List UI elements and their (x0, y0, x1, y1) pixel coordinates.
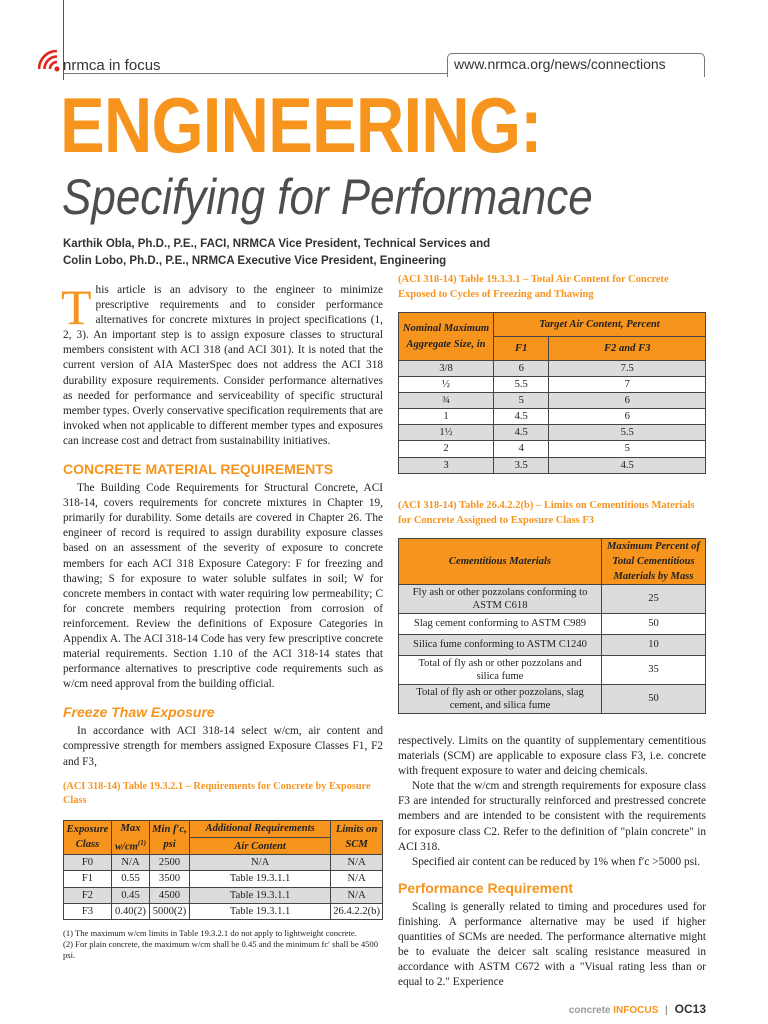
table2-header-f1: F1 (494, 337, 549, 361)
table-row: F1 0.55 3500 Table 19.3.1.1 N/A (64, 871, 383, 887)
page-subtitle: Specifying for Performance (62, 169, 593, 225)
website-url[interactable]: www.nrmca.org/news/connections (447, 53, 705, 77)
table-row (399, 377, 706, 393)
table-cell: 4.5 (494, 425, 549, 441)
wifi-icon (38, 50, 60, 72)
table-row (399, 361, 706, 377)
table-cell: ¾ (399, 393, 494, 409)
table-cell: 7.5 (549, 361, 706, 377)
footer-divider: | (665, 1005, 668, 1016)
table-cell: 50 (602, 684, 706, 713)
note-paragraph: Note that the w/cm and strength requirements for exposure class F3 are intended for structurally reinforced and prestressed concrete members and are intended to be consistent with the requirements for exposure class C2. Refer to the definition of "plain concrete" in ACI 318. (398, 780, 706, 853)
table1-caption: (ACI 318-14) Table 19.3.2.1 – Requirements for Concrete by Exposure Class (63, 780, 371, 806)
right-column (398, 272, 706, 990)
page-footer (569, 1002, 706, 1016)
table-cell: 3 (399, 457, 494, 473)
table-cell: 1½ (399, 425, 494, 441)
table2-caption: (ACI 318-14) Table 19.3.3.1 – Total Air Content for Concrete Exposed to Cycles of Freezing and Thawing (398, 274, 669, 300)
table3-header-materials: Cementitious Materials (399, 538, 602, 584)
table-cell: 2 (399, 441, 494, 457)
table1-header-strength: Min f′c, psi (150, 820, 190, 855)
table-row (399, 441, 706, 457)
table3-caption: (ACI 318-14) Table 26.4.2.2(b) – Limits on Cementitious Materials for Concrete Assigned to Exposure Class F3 (398, 499, 695, 526)
table-row: F2 0.45 4500 Table 19.3.1.1 N/A (64, 887, 383, 903)
footnote-2: (2) For plain concrete, the maximum w/cm shall be 0.45 and the minimum fc′ shall be 4500 psi. (63, 938, 379, 960)
table-cell: ½ (399, 377, 494, 393)
left-column (61, 279, 383, 961)
performance-paragraph: Scaling is generally related to timing and procedures used for finishing. A performance alternative may be used if higher quantities of SCMs are needed. The performance alternative might be to evaluate the deicer salt scaling resistance measured in accordance with ASTM C672 with a "Visual rating less than or equal to 2." Experience (398, 900, 706, 989)
table-cell: 6 (549, 393, 706, 409)
page-title: ENGINEERING: (60, 81, 542, 169)
table-cell: 35 (602, 655, 706, 684)
author-line-2: Colin Lobo, Ph.D., P.E., NRMCA Executive Vice President, Engineering (63, 255, 447, 267)
freeze-thaw-paragraph: In accordance with ACI 318-14 select w/cm, air content and compressive strength for members assigned Exposure Classes F1, F2 and F3, (63, 725, 383, 768)
table-cell: 5 (494, 393, 549, 409)
table-row: F3 0.40(2) 5000(2) Table 19.3.1.1 26.4.2.2(b) (64, 903, 383, 919)
table-row (399, 457, 706, 473)
table-cell: Silica fume conforming to ASTM C1240 (399, 634, 602, 655)
table-cementitious-limits (398, 538, 706, 714)
table-cell: Total of fly ash or other pozzolans and silica fume (399, 655, 602, 684)
table-cell: Total of fly ash or other pozzolans, slag cement, and silica fume (399, 684, 602, 713)
table-exposure-requirements (63, 820, 383, 920)
intro-paragraph: This article is an advisory to the engineer to minimize prescriptive requirements and to consider performance alternatives for concrete mixtures in project specifications (1, 2, 3). An important step is to assign exposure classes to structural members consistent with ACI 318 (and ACI 301). It is noted that the current version of AIA MasterSpec does not address the ACI 318 durability exposure requirements. Consider performance alternatives as needed for performance and serviceability of specific structural member types. Overly conservative specification requirements that are invoked when not applicable to different member types and exposures can increase cost and detract from sustainability initiatives. (61, 279, 383, 447)
continued-paragraph: respectively. Limits on the quantity of supplementary cementitious materials (SCM) are applicable to exposure class F3, i.e. concrete with frequent exposure to water and deicing chemicals. (398, 734, 706, 778)
material-paragraph: The Building Code Requirements for Structural Concrete, ACI 318-14, covers requirements for concrete mixtures in Chapter 19, primarily for durability. Some details are covered in Chapter 26. The engineer of record is required to assign durability exposure classes based on an assessment of the severity of exposure to concrete members for each ACI 318 Exposure Category: F for freezing and thawing; S for exposure to water soluble sulfates in soil; W for concrete members in contact with water requiring low permeability; C for concrete members requiring protection from corrosion of reinforcement. Review the definitions of Exposure Categories in Appendix A. The ACI 318-14 Code has very few prescriptive concrete material requirements. Section 1.10 of the ACI 318-14 states that performance alternatives to prescriptive code requirements such as w/cm need approval from the building official. (63, 482, 383, 691)
table-cell: 5 (549, 441, 706, 457)
table-cell: 4 (494, 441, 549, 457)
section-heading-performance: Performance Requirement (398, 879, 574, 896)
table1-header-scm: Limits on SCM (331, 820, 383, 855)
table-cell: 6 (494, 361, 549, 377)
table-cell: 5.5 (494, 377, 549, 393)
table-cell: Fly ash or other pozzolans conforming to ASTM C618 (399, 584, 602, 613)
table-cell: 50 (602, 613, 706, 634)
table-cell: 1 (399, 409, 494, 425)
table3-header-percent: Maximum Percent of Total Cementitious Materials by Mass (602, 538, 706, 584)
table-cell: 25 (602, 584, 706, 613)
table-cell: 10 (602, 634, 706, 655)
author-byline (63, 236, 623, 270)
table-cell: Slag cement conforming to ASTM C989 (399, 613, 602, 634)
table-row: F0 N/A 2500 N/A N/A (64, 855, 383, 871)
table2-header-f2f3: F2 and F3 (549, 337, 706, 361)
table-cell: 5.5 (549, 425, 706, 441)
table-row (399, 634, 706, 655)
section-heading-material: CONCRETE MATERIAL REQUIREMENTS (63, 461, 334, 478)
table-row (399, 684, 706, 713)
table2-header-target: Target Air Content, Percent (494, 313, 706, 337)
table-cell: 3/8 (399, 361, 494, 377)
section-heading-freeze-thaw: Freeze Thaw Exposure (63, 704, 215, 721)
section-label: nrmca in focus (63, 57, 161, 74)
table-air-content (398, 312, 706, 474)
table-row (399, 409, 706, 425)
author-line-1: Karthik Obla, Ph.D., P.E., FACI, NRMCA Vice President, Technical Services and (63, 238, 491, 250)
table-cell: 6 (549, 409, 706, 425)
table1-header-additional: Additional Requirements (190, 820, 331, 837)
table-row (399, 613, 706, 634)
table-row (399, 425, 706, 441)
table2-header-aggregate: Nominal Maximum Aggregate Size, in (399, 313, 494, 361)
table-cell: 7 (549, 377, 706, 393)
table-row (399, 584, 706, 613)
table-cell: 3.5 (494, 457, 549, 473)
table1-header-exposure: Exposure Class (64, 820, 112, 855)
drop-cap: T (61, 279, 92, 335)
table1-footnotes (63, 928, 383, 961)
table1-header-wcm: Max $w/cm^{(1)}$ (112, 820, 150, 855)
table-cell: 4.5 (494, 409, 549, 425)
air-reduction-paragraph: Specified air content can be reduced by 1% when f′c >5000 psi. (412, 855, 701, 868)
footer-infocus: INFOCUS (613, 1005, 659, 1016)
footer-concrete: concrete (568, 1005, 611, 1016)
table-cell: 4.5 (549, 457, 706, 473)
footnote-1: (1) The maximum w/cm limits in Table 19.3.2.1 do not apply to lightweight concrete. (63, 927, 357, 938)
table-row (399, 655, 706, 684)
table-row (399, 393, 706, 409)
page-number: OC13 (674, 1002, 706, 1016)
table1-header-air: Air Content (190, 837, 331, 854)
